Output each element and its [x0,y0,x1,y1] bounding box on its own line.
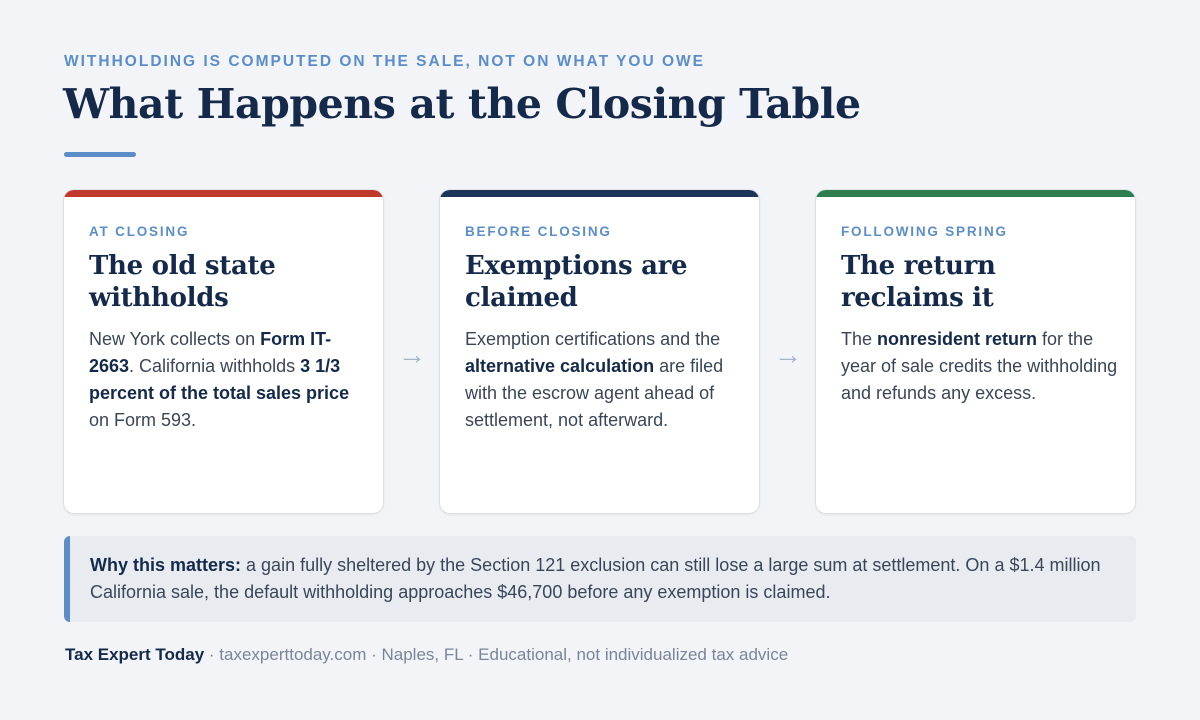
eyebrow: WITHHOLDING IS COMPUTED ON THE SALE, NOT ON WHAT YOU OWE [64,53,705,70]
body-text: . California withholds [129,356,301,376]
footer-details: · taxexperttoday.com · Naples, FL · Educational, not individualized tax advice [204,645,789,664]
card-phase-label: FOLLOWING SPRING [841,224,1008,239]
card-accent-bar [816,190,1135,197]
footer-brand: Tax Expert Today [65,645,205,664]
footer [65,645,788,665]
body-text: on Form 593. [89,410,197,430]
card-accent-bar [64,190,383,197]
note-text [90,552,1120,606]
note-lead: Why this matters: [90,555,242,575]
body-text: Exemption certifications and the [465,329,721,349]
emphasis-text: Form IT-2663 [89,329,332,376]
card-accent-bar [440,190,759,197]
card-heading: Exemptions are claimed [465,251,688,313]
card-following-spring [816,190,1135,513]
card-before-closing [440,190,759,513]
body-text: are filed with the escrow agent ahead of settlement, not afterward. [465,356,724,430]
note-accent-bar [64,536,70,622]
title-rule [64,152,136,157]
card-heading: The old state withholds [89,251,276,313]
emphasis-text: 3 1/3 percent of the total sales price [89,356,350,403]
arrow-right-icon: → [774,339,802,370]
card-at-closing [64,190,383,513]
why-this-matters-note [64,536,1136,622]
card-body [465,326,743,434]
page-title: What Happens at the Closing Table [63,80,861,128]
arrow-right-icon: → [398,339,426,370]
card-body [841,326,1119,407]
note-body: a gain fully sheltered by the Section 121 exclusion can still lose a large sum at settlement. On a $1.4 million California sale, the default withholding approaches $46,700 before any exemption is claimed. [90,555,1101,602]
body-text: for the year of sale credits the withholding and refunds any excess. [841,329,1118,403]
emphasis-text: nonresident return [877,329,1038,349]
card-heading: The return reclaims it [841,251,996,313]
body-text: New York collects on [89,329,261,349]
body-text: The [841,329,878,349]
card-phase-label: BEFORE CLOSING [465,224,612,239]
emphasis-text: alternative calculation [465,356,655,376]
card-phase-label: AT CLOSING [89,224,190,239]
card-body [89,326,367,434]
